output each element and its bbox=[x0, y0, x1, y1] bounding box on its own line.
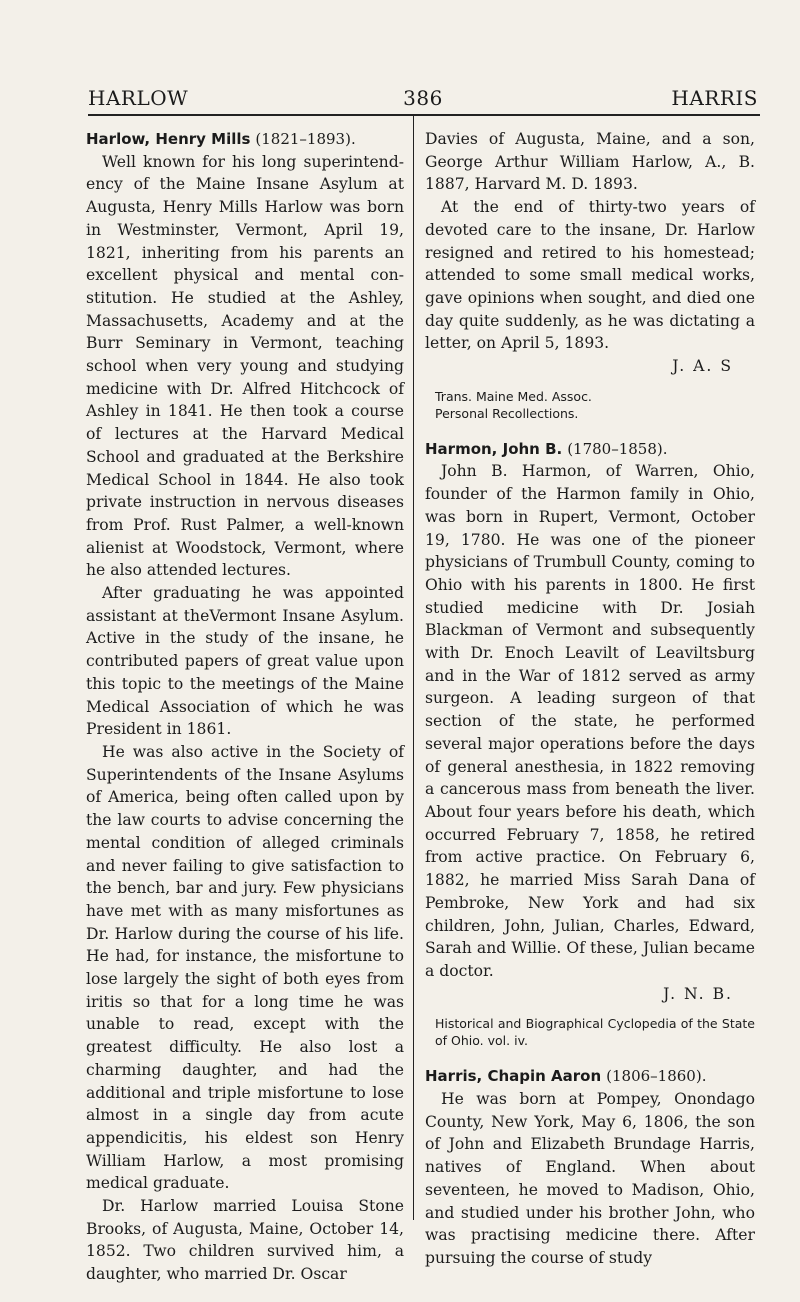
author-initials: J. A. S bbox=[672, 357, 733, 376]
entry-harmon-heading bbox=[425, 438, 755, 461]
paragraph: Dr. Harlow married Louisa Stone Brooks, of Augusta, Maine, October 14, 1852. Two children survived him, a daughter, who married Dr. Oscar bbox=[86, 1197, 404, 1284]
entry-title: Harlow, Henry Mills bbox=[86, 130, 251, 148]
paragraph-continued: Davies of Augusta, Maine, and a son, George Arthur William Harlow, A., B. 1887, Harvard M. D. 1893. bbox=[425, 130, 755, 194]
paragraph: Well known for his long superintendency of the Maine Insane Asylum at Augusta, Henry Mills Harlow was born in Westminster, Vermont, April 19, 1821, inheriting from his parents an excellent physical and mental constitution. He studied at the Ashley, Massachusetts, Academy and at the Burr Seminary in Vermont, teaching school when very young and studying medicine with Dr. Alfred Hitchcock of Ashley in 1841. He then took a course of lectures at the Harvard Medical School and graduated at the Berkshire Medical School in 1844. He also took private instruction in nervous diseases from Prof. Rust Palmer, a well-known alienist at Woodstock, Vermont, where he also attended lectures. bbox=[86, 152, 404, 580]
source-citation bbox=[435, 388, 755, 422]
entry-dates: (1780–1858). bbox=[567, 439, 668, 458]
paragraph: He was born at Pompey, Onondago County, New York, May 6, 1806, the son of John and Elizabeth Brundage Harris, natives of England. When about seventeen, he moved to Madison, Ohio, and studied under his brother John, who was practising medicine there. After pursuing the course of study bbox=[425, 1090, 755, 1267]
paragraph: After graduating he was appointed assistant at theVermont Insane Asylum. Active in the study of the insane, he contributed papers of great value upon this topic to the meetings of the Maine Medical Association of which he was President in 1861. bbox=[86, 584, 404, 739]
entry-title: Harris, Chapin Aaron bbox=[425, 1067, 602, 1086]
paragraph: At the end of thirty-two years of devoted care to the insane, Dr. Harlow resigned and retired to his homestead; attended to some small medical works, gave opinions when sought, and died one day quite suddenly, as he was dictating a letter, on April 5, 1893. bbox=[425, 198, 755, 353]
column-divider bbox=[413, 116, 414, 1220]
author-initials: J. N. B. bbox=[663, 984, 733, 1003]
header-right-name: HARRIS bbox=[671, 86, 758, 110]
entry-dates: (1821–1893). bbox=[255, 130, 356, 148]
page-number: 386 bbox=[403, 86, 443, 110]
entry-title: Harmon, John B. bbox=[425, 439, 563, 458]
entry-dates: (1806–1860). bbox=[606, 1067, 707, 1086]
running-header bbox=[88, 86, 758, 116]
header-left-name: HARLOW bbox=[88, 86, 189, 110]
right-column bbox=[425, 128, 755, 1270]
source-line: Trans. Maine Med. Assoc. bbox=[435, 388, 592, 404]
source-line: Personal Recollections. bbox=[435, 405, 579, 421]
paragraph: John B. Harmon, of Warren, Ohio, founder of the Harmon family in Ohio, was born in Rupert, Vermont, October 19, 1780. He was one of the pioneer physicians of Trumbull County, coming to Ohio with his parents in 1800. He first studied medicine with Dr. Josiah Blackman of Vermont and subsequently with Dr. Enoch Leavilt of Leaviltsburg and in the War of 1812 served as army surgeon. A leading surgeon of that section of the state, he performed several major operations before the days of general anesthesia, in 1822 removing a cancerous mass from beneath the liver. About four years before his death, which occurred February 7, 1858, he retired from active practice. On February 6, 1882, he married Miss Sarah Dana of Pembroke, New York and had six children, John, Julian, Charles, Edward, Sarah and Willie. Of these, Julian became a doctor. bbox=[425, 462, 755, 980]
entry-harlow-heading bbox=[86, 128, 404, 151]
source-citation: Historical and Biographical Cyclopedia of the State of Ohio. vol. iv. bbox=[435, 1016, 755, 1049]
header-rule bbox=[88, 114, 760, 116]
entry-harris-heading bbox=[425, 1065, 755, 1088]
left-column bbox=[86, 128, 404, 1286]
paragraph: He was also active in the Society of Superintendents of the Insane Asylums of America, being often called upon by the law courts to advise concerning the mental condition of alleged criminals and never failing to give satisfaction to the bench, bar and jury. Few physicians have met with as many misfortunes as Dr. Harlow during the course of his life. He had, for instance, the misfortune to lose largely the sight of both eyes from iritis so that for a long time he was unable to read, except with the greatest difficulty. He also lost a charming daughter, and had the additional and triple misfortune to lose almost in a single day from acute appendicitis, his eldest son Henry William Harlow, a most promising medical graduate. bbox=[86, 742, 404, 1193]
